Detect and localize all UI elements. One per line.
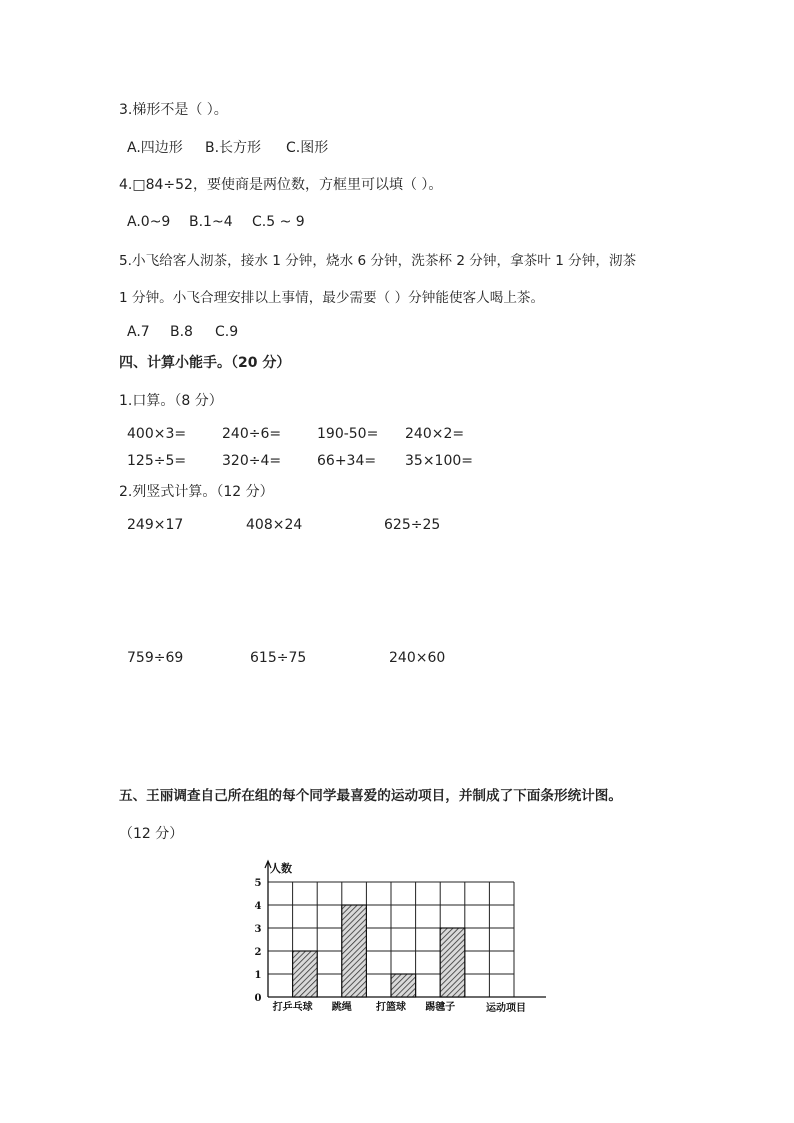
vertical-calc-item: 408×24 [246, 517, 303, 533]
q5-stem-line1: 5.小飞给客人沏茶，接水 1 分钟，烧水 6 分钟，洗茶杯 2 分钟，拿茶叶 1 分钟，沏茶 [119, 253, 637, 269]
bar-chart [236, 856, 546, 1022]
vertical-calc-item: 249×17 [127, 517, 184, 533]
y-tick-label: 0 [254, 993, 262, 1004]
section4-title: 四、计算小能手。（20 分） [119, 355, 291, 371]
oral-calc-item: 320÷4= [222, 453, 282, 469]
q3-option-b: B.长方形 [205, 140, 262, 156]
oral-calc-item: 35×100= [405, 453, 473, 469]
section5-title: 五、王丽调查自己所在组的每个同学最喜爱的运动项目，并制成了下面条形统计图。 [119, 788, 622, 804]
x-tick-label: 踢毽子 [425, 1002, 456, 1013]
y-tick-label: 4 [254, 901, 262, 912]
oral-calc-item: 400×3= [127, 426, 187, 442]
y-tick-label: 2 [254, 947, 262, 958]
vertical-calc-item: 240×60 [389, 650, 446, 666]
vertical-calc-item: 625÷25 [384, 517, 441, 533]
vertical-calc-item: 615÷75 [250, 650, 307, 666]
bar [440, 928, 465, 997]
y-tick-label: 1 [254, 970, 262, 981]
oral-calc-item: 125÷5= [127, 453, 187, 469]
oral-calc-item: 190-50= [317, 426, 379, 442]
bar [293, 951, 318, 997]
y-tick-label: 3 [254, 924, 262, 935]
x-tick-label: 打篮球 [376, 1002, 406, 1013]
x-tick-label: 打乒乓球 [272, 1002, 313, 1013]
q4-stem: 4.□84÷52，要使商是两位数，方框里可以填（ ）。 [119, 177, 443, 193]
q4-option-a: A.0~9 [127, 214, 171, 230]
bar [342, 905, 367, 997]
oral-calc-item: 66+34= [317, 453, 377, 469]
y-tick-label: 5 [254, 878, 262, 889]
q3-stem: 3.梯形不是（ ）。 [119, 102, 228, 118]
section5-points: （12 分） [119, 826, 184, 842]
x-axis-label: 运动项目 [486, 1003, 526, 1014]
bar-chart-svg [236, 856, 546, 1018]
section4-part1-title: 1.口算。（8 分） [119, 393, 223, 409]
oral-calc-item: 240÷6= [222, 426, 282, 442]
section4-part2-title: 2.列竖式计算。（12 分） [119, 484, 274, 500]
bar [391, 974, 416, 997]
q5-option-c: C.9 [215, 324, 239, 340]
q3-option-a: A.四边形 [127, 140, 183, 156]
x-tick-label: 跳绳 [331, 1002, 352, 1013]
q5-stem-line2: 1 分钟。小飞合理安排以上事情，最少需要（ ）分钟能使客人喝上茶。 [119, 290, 545, 306]
y-axis-label: 人数 [270, 862, 292, 875]
q3-option-c: C.图形 [286, 140, 329, 156]
vertical-calc-item: 759÷69 [127, 650, 184, 666]
q4-option-c: C.5 ~ 9 [252, 214, 305, 230]
oral-calc-item: 240×2= [405, 426, 465, 442]
q5-option-a: A.7 [127, 324, 150, 340]
q4-option-b: B.1~4 [189, 214, 233, 230]
q5-option-b: B.8 [170, 324, 193, 340]
